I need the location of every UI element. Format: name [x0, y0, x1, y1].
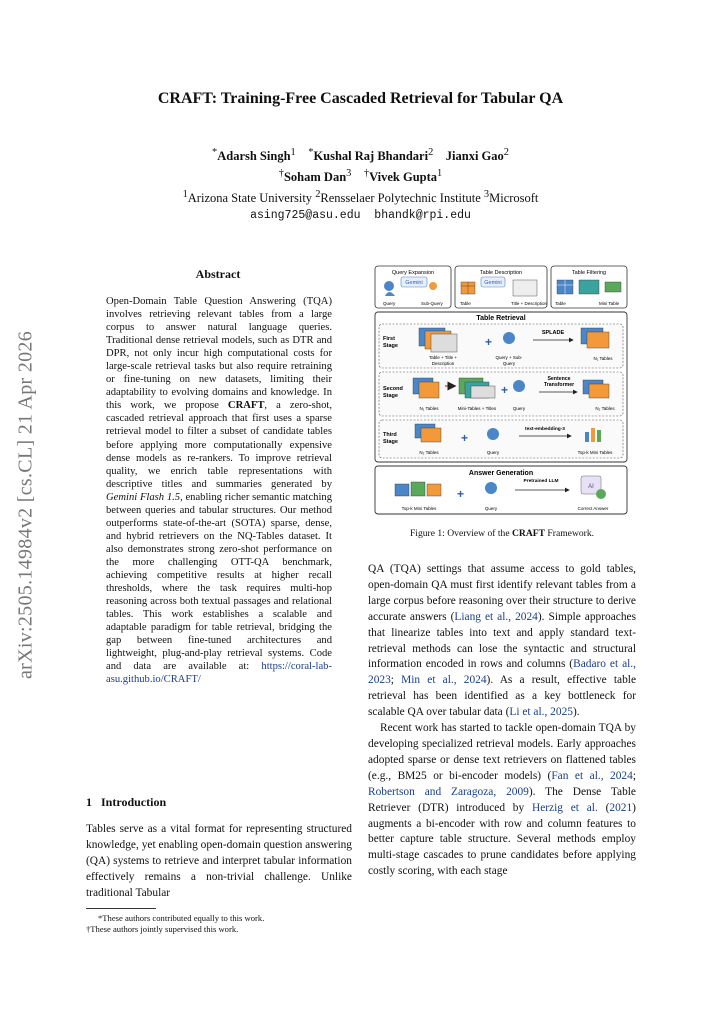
table-description-box [455, 266, 547, 308]
user-icon [384, 281, 394, 291]
affiliations: $^1$Arizona State University $^2$Rensselaer Polytechnic Institute $^3$Microsoft [182, 189, 539, 206]
svg-text:Sentence: Sentence [547, 376, 571, 382]
ranking-icon [585, 432, 589, 442]
code-link[interactable]: https://coral-lab-asu.github.io/CRAFT/ [106, 661, 332, 686]
citation-link[interactable]: Robertson and Zaragoza, 2009 [368, 785, 529, 798]
paper-title: CRAFT: Training-Free Cascaded Retrieval for Tabular QA [157, 90, 564, 107]
svg-text:Table Retrieval: Table Retrieval [476, 315, 526, 322]
figure-1-diagram [373, 262, 629, 518]
answer-generation-panel [375, 466, 627, 514]
svg-text:Query: Query [512, 406, 526, 411]
svg-text:Third: Third [383, 432, 397, 438]
svg-text:Correct Answer: Correct Answer [577, 506, 609, 511]
author-name: Soham Dan [283, 170, 347, 185]
abstract-body: Open-Domain Table Question Answering (TQA) involves retrieving relevant tables from a large corpus to answer natural language queries. Traditional dense retrieval models, such as DTR and DPR, not only incur high computational costs for large-scale retrieval tasks but also require retraining or fine-tuning on new datasets, limiting their adaptability to evolving domains and knowledge. In this work, we propose CRAFT, a zero-shot, cascaded retrieval approach that first uses a sparse retrieval model to filter a subset of candidate tables before applying more computationally expensive dense models as re-rankers. To improve retrieval quality, we enrich table representations with descriptive titles and summaries generated by Gemini Flash 1.5, enabling richer semantic matching between queries and tabular structures. Our method outperforms state-of-the-art (SOTA) sparse, dense, and hybrid retrievers on the NQ-Tables dataset. It also demonstrates strong zero-shot performance on the more challenging OTT-QA benchmark, achieving competitive results at higher recall thresholds, where the task requires multi-hop reasoning across both textual passages and relational tables. This work establishes a scalable and adaptable paradigm for table retrieval, bridging the gap between fine-tuned architectures and lightweight, plug-and-play retrieval systems. Code and data are available at: https://coral-lab-asu.github.io/CRAFT/ [106, 296, 332, 686]
author-name: Vivek Gupta [369, 170, 438, 185]
svg-text:+: + [501, 383, 509, 397]
svg-text:Second: Second [383, 386, 403, 392]
svg-text:N₁ Tables: N₁ Tables [593, 356, 613, 361]
svg-text:Query: Query [383, 301, 396, 306]
citation-link[interactable]: Li et al., 2025 [509, 706, 573, 719]
mini-table-icon [395, 484, 409, 496]
author-line-1: *Adarsh Singh$^1$ *Kushal Raj Bhandari$^2$ Jianxi Gao$^2$ [212, 147, 509, 164]
author-name: Jianxi Gao [445, 149, 504, 164]
svg-text:Transformer: Transformer [543, 382, 575, 388]
svg-text:Query: Query [486, 450, 500, 455]
svg-text:Top-k Mini Tables: Top-k Mini Tables [401, 506, 437, 511]
citation-link[interactable]: Badaro et al., 2023 [368, 658, 636, 687]
query-expansion-box [375, 266, 451, 308]
abstract-heading: Abstract [195, 267, 241, 281]
table-retrieval-panel [375, 312, 627, 462]
svg-text:N₂ Tables: N₂ Tables [419, 450, 439, 455]
svg-text:Gemini: Gemini [484, 280, 502, 286]
svg-text:First: First [383, 336, 395, 342]
author-line-2: †Soham Dan$^3$ †Vivek Gupta$^1$ [278, 168, 443, 185]
citation-link[interactable]: Fan et al., 2024 [551, 769, 633, 782]
section-heading-introduction: 1 Introduction [86, 795, 167, 809]
svg-text:Sub-Query: Sub-Query [421, 301, 443, 306]
document-icon [513, 280, 537, 296]
footnotes: *These authors contributed equally to this work. †These authors jointly supervised this work. [86, 913, 265, 934]
svg-text:Table Description: Table Description [479, 270, 523, 276]
svg-text:text-embedding-3: text-embedding-3 [525, 427, 565, 432]
svg-text:Stage: Stage [383, 343, 398, 349]
svg-text:Pretrained LLM: Pretrained LLM [523, 479, 559, 484]
svg-text:Gemini: Gemini [405, 280, 423, 286]
svg-text:+: + [457, 487, 465, 501]
intro-right-column [368, 562, 636, 880]
svg-text:Table: Table [460, 301, 471, 306]
citation-link[interactable]: 2021 [609, 801, 633, 814]
query-icon [485, 482, 497, 494]
svg-text:SPLADE: SPLADE [541, 330, 565, 336]
svg-text:Title + Description: Title + Description [511, 301, 547, 306]
svg-text:Table: Table [555, 301, 566, 306]
svg-text:Query: Query [502, 361, 516, 366]
author-block [80, 144, 641, 224]
table-filtering-box [551, 266, 627, 308]
intro-left-paragraph: Tables serve as a vital format for representing structured knowledge, yet enabling open-domain question answering (QA) systems to retrieve and interpret tabular information effectively remains a non-trivial challenge. Unlike traditional Tabular [86, 823, 352, 899]
svg-text:+: + [461, 431, 469, 445]
citation-link[interactable]: Min et al., 2024 [401, 674, 487, 687]
svg-text:N₁ Tables: N₁ Tables [419, 406, 439, 411]
figure-caption: Figure 1: Overview of the CRAFT Framework. [409, 528, 595, 539]
citation-link[interactable]: Liang et al., 2024 [454, 610, 538, 623]
svg-text:Table Filtering: Table Filtering [571, 270, 607, 276]
mini-table-icon [605, 282, 621, 292]
svg-text:Description: Description [431, 361, 455, 366]
arxiv-identifier: arXiv:2505.14984v2 [cs.CL] 21 Apr 2026 [14, 330, 37, 680]
svg-text:Query: Query [484, 506, 498, 511]
svg-text:Mini Table: Mini Table [599, 301, 620, 306]
query-icon [487, 428, 499, 440]
author-emails: asing725@asu.edu bhandk@rpi.edu [250, 209, 471, 223]
author-name: Adarsh Singh [217, 149, 291, 164]
svg-text:Query + Sub-: Query + Sub- [495, 355, 523, 360]
svg-text:Stage: Stage [383, 393, 398, 399]
query-icon [513, 380, 525, 392]
svg-text:Stage: Stage [383, 439, 398, 445]
check-icon [596, 489, 606, 499]
svg-text:Table + Title +: Table + Title + [428, 355, 458, 360]
svg-text:N₂ Tables: N₂ Tables [595, 406, 615, 411]
svg-text:+: + [485, 335, 493, 349]
svg-text:AI: AI [588, 484, 594, 490]
svg-text:Answer Generation: Answer Generation [468, 470, 534, 477]
footnote-rule [86, 908, 156, 909]
author-name: Kushal Raj Bhandari [313, 149, 429, 164]
svg-text:Query Expansion: Query Expansion [391, 270, 435, 276]
svg-text:Top-k Mini Tables: Top-k Mini Tables [577, 450, 613, 455]
svg-text:Mini-Tables + Titles: Mini-Tables + Titles [457, 406, 497, 411]
user-icon [429, 282, 437, 290]
citation-link[interactable]: Herzig et al. [531, 801, 598, 814]
query-icon [503, 332, 515, 344]
filter-icon [579, 280, 599, 294]
paragraph: QA (TQA) settings that assume access to gold tables, open-domain QA must first identify relevant tables from a large corpus before reasoning over their structure to derive accurate answers (Liang et al., 2024). Simple approaches that linearize tables into text and apply standard text-retrieval methods can lose the syntactic and structural information encoded in rows and columns (Badaro et al., 2023; Min et al., 2024). As a result, effective table retrieval has been identified as a key bottleneck for scalable QA over tabular data (Li et al., 2025). [368, 563, 637, 719]
paragraph: Recent work has started to tackle open-domain TQA by developing specialized retrieval models. Early approaches adopted sparse or dense text retrievers on flattened tables (e.g., BM25 or bi-encoder models) (Fan et al., 2024; Robertson and Zaragoza, 2009). The Dense Table Retriever (DTR) introduced by Herzig et al. (2021) augments a bi-encoder with row and column features to better capture table structure. Several methods employ multi-stage cascades to prune candidates before applying costly scoring, with each stage [368, 722, 636, 878]
